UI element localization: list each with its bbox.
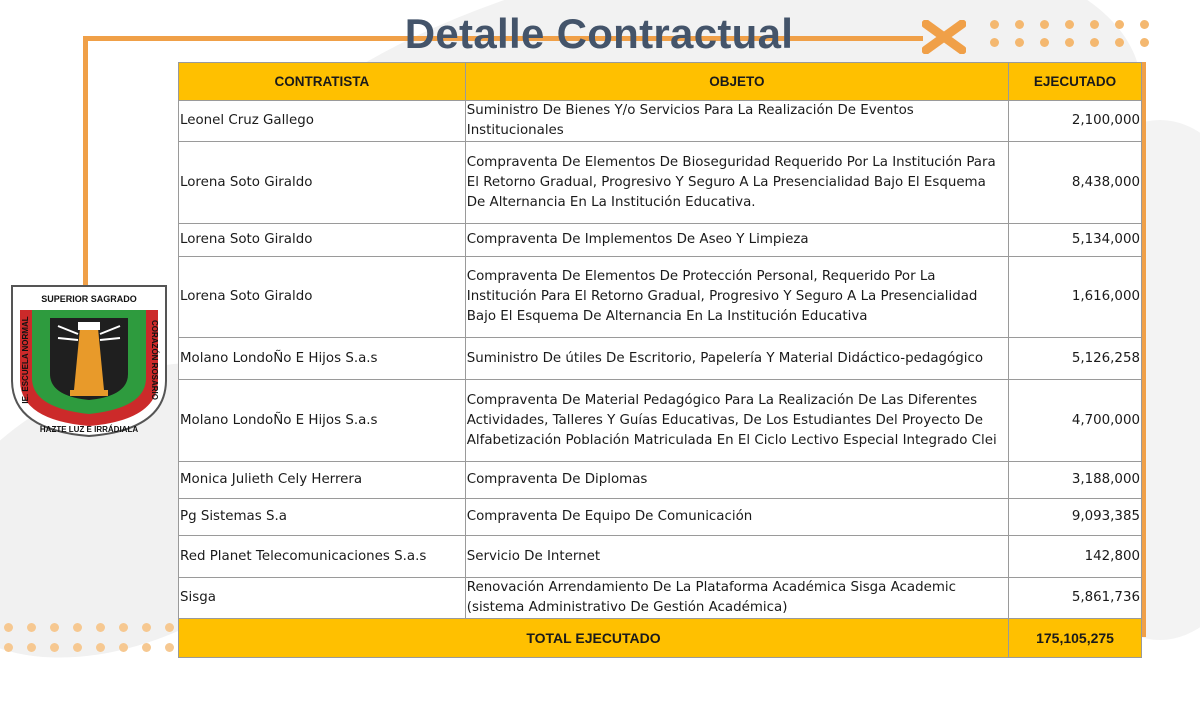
- table-row: [179, 101, 1142, 142]
- object-cell: Suministro De útiles De Escritorio, Papelería Y Material Didáctico-pedagógico: [465, 338, 1008, 380]
- column-header-ejecutado: EJECUTADO: [1009, 63, 1142, 101]
- table-row: [179, 499, 1142, 536]
- object-cell: Compraventa De Diplomas: [465, 462, 1008, 499]
- amount-cell: 5,134,000: [1009, 224, 1142, 257]
- table-row: [179, 224, 1142, 257]
- logo-bottom-text: HAZTE LUZ E IRRÁDIALA: [39, 425, 139, 434]
- object-cell: Renovación Arrendamiento De La Plataforma Académica Sisga Academic (sistema Administrativo De Gestión Académica): [465, 578, 1008, 619]
- object-cell: Suministro De Bienes Y/o Servicios Para La Realización De Eventos Institucionales: [465, 101, 1008, 142]
- table-header-row: [179, 63, 1142, 101]
- table-row: [179, 462, 1142, 499]
- object-cell: Compraventa De Implementos De Aseo Y Limpieza: [465, 224, 1008, 257]
- school-crest-logo: [6, 280, 172, 440]
- contractor-cell: Monica Julieth Cely Herrera: [179, 462, 466, 499]
- contractor-cell: Pg Sistemas S.a: [179, 499, 466, 536]
- contractor-cell: Sisga: [179, 578, 466, 619]
- amount-cell: 142,800: [1009, 536, 1142, 578]
- object-cell: Compraventa De Elementos De Protección Personal, Requerido Por La Institución Para El Retorno Gradual, Progresivo Y Seguro A La Presencialidad Bajo El Esquema De Alternancia En La Institución Educativa: [465, 257, 1008, 338]
- contractor-cell: Molano LondoÑo E Hijos S.a.s: [179, 380, 466, 462]
- page-title-text: Detalle Contractual: [404, 10, 794, 57]
- amount-cell: 4,700,000: [1009, 380, 1142, 462]
- decorative-orange-line: [83, 36, 88, 286]
- contractor-cell: Leonel Cruz Gallego: [179, 101, 466, 142]
- table-row: [179, 338, 1142, 380]
- contractor-cell: Red Planet Telecomunicaciones S.a.s: [179, 536, 466, 578]
- object-cell: Servicio De Internet: [465, 536, 1008, 578]
- object-cell: Compraventa De Equipo De Comunicación: [465, 499, 1008, 536]
- total-amount: 175,105,275: [1009, 619, 1142, 658]
- table-row: [179, 257, 1142, 338]
- table-row: [179, 536, 1142, 578]
- logo-top-text: SUPERIOR SAGRADO: [41, 294, 137, 304]
- amount-cell: 9,093,385: [1009, 499, 1142, 536]
- amount-cell: 5,861,736: [1009, 578, 1142, 619]
- table-row: [179, 578, 1142, 619]
- contractor-cell: Lorena Soto Giraldo: [179, 142, 466, 224]
- amount-cell: 3,188,000: [1009, 462, 1142, 499]
- table-row: [179, 380, 1142, 462]
- column-header-objeto: OBJETO: [465, 63, 1008, 101]
- decorative-dots: [4, 623, 174, 652]
- amount-cell: 1,616,000: [1009, 257, 1142, 338]
- page-title: [0, 10, 1200, 58]
- contractor-cell: Lorena Soto Giraldo: [179, 257, 466, 338]
- logo-left-text: IE. ESCUELA NORMAL: [21, 316, 30, 404]
- total-row: [179, 619, 1142, 658]
- contractor-cell: Lorena Soto Giraldo: [179, 224, 466, 257]
- object-cell: Compraventa De Elementos De Bioseguridad Requerido Por La Institución Para El Retorno Gradual, Progresivo Y Seguro A La Presencialidad Bajo El Esquema De Alternancia En La Institución Educativa.: [465, 142, 1008, 224]
- contracts-table: [178, 62, 1142, 658]
- total-label: TOTAL EJECUTADO: [179, 619, 1009, 658]
- amount-cell: 8,438,000: [1009, 142, 1142, 224]
- logo-right-text: CORAZÓN ROSARIO: [150, 320, 159, 400]
- amount-cell: 5,126,258: [1009, 338, 1142, 380]
- contractor-cell: Molano LondoÑo E Hijos S.a.s: [179, 338, 466, 380]
- column-header-contratista: CONTRATISTA: [179, 63, 466, 101]
- amount-cell: 2,100,000: [1009, 101, 1142, 142]
- object-cell: Compraventa De Material Pedagógico Para La Realización De Las Diferentes Actividades, Talleres Y Guías Educativas, De Los Estudiantes Del Proyecto De Alfabetización Población Matriculada En El Ciclo Lectivo Especial Integrado Clei: [465, 380, 1008, 462]
- table-row: [179, 142, 1142, 224]
